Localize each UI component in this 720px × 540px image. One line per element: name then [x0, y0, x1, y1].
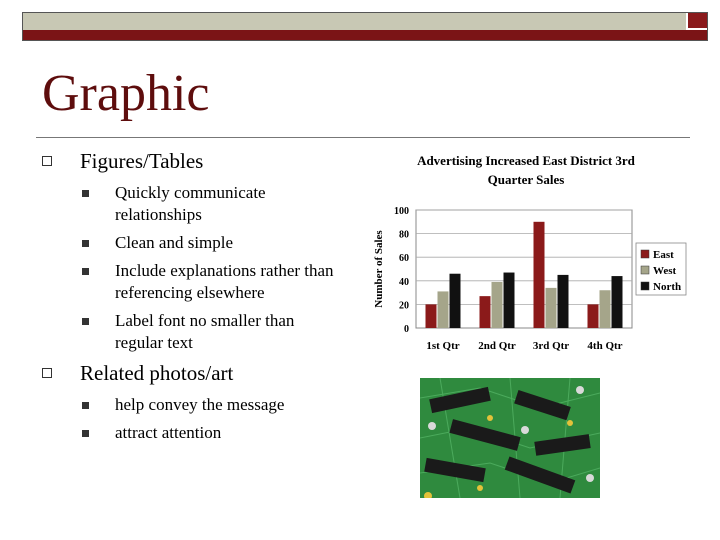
sub-bullet-text: Label font no smaller than regular text — [115, 311, 295, 352]
bar-east — [588, 304, 599, 328]
square-bullet-icon — [82, 430, 89, 437]
bullet-related-photos — [42, 360, 362, 386]
sub-bullet — [42, 232, 339, 254]
slide-title: Graphic — [42, 65, 210, 122]
legend-label: North — [653, 281, 682, 293]
sub-bullet-text: help convey the message — [115, 395, 285, 414]
sub-bullet — [42, 422, 339, 444]
square-bullet-icon — [82, 318, 89, 325]
bar-chart — [368, 150, 688, 360]
bar-west — [546, 288, 557, 328]
x-tick-label: 1st Qtr — [426, 340, 460, 352]
sub-bullet — [42, 182, 339, 226]
bar-north — [504, 273, 515, 328]
bar-north — [558, 275, 569, 328]
bar-east — [426, 304, 437, 328]
title-divider — [36, 137, 690, 138]
bar-east — [534, 222, 545, 328]
legend-label: West — [653, 265, 677, 277]
legend-swatch-north — [641, 282, 649, 290]
sub-bullet-text: Include explanations rather than referencing elsewhere — [115, 261, 334, 302]
sub-bullet — [42, 310, 339, 354]
bar-north — [612, 276, 623, 328]
sub-bullet — [42, 394, 339, 416]
hollow-square-bullet-icon — [42, 156, 52, 166]
bar-west — [438, 291, 449, 328]
square-bullet-icon — [82, 268, 89, 275]
sub-bullet-text: Quickly communicate relationships — [115, 183, 266, 224]
x-tick-label: 3rd Qtr — [532, 340, 570, 352]
y-tick-label: 0 — [404, 324, 409, 335]
legend-label: East — [653, 249, 674, 261]
y-tick-label: 20 — [399, 300, 409, 312]
y-tick-label: 40 — [399, 276, 409, 288]
hollow-square-bullet-icon — [42, 368, 52, 378]
y-tick-label: 100 — [394, 206, 409, 217]
legend-swatch-east — [641, 250, 649, 258]
legend-swatch-west — [641, 266, 649, 274]
square-bullet-icon — [82, 240, 89, 247]
bar-west — [492, 282, 503, 328]
bullet-list — [42, 148, 362, 450]
bullet-text: Figures/Tables — [80, 149, 204, 173]
bar-east — [480, 296, 491, 328]
x-tick-label: 2nd Qtr — [478, 340, 516, 352]
y-axis-label: Number of Sales — [373, 230, 385, 308]
x-tick-label: 4th Qtr — [587, 340, 623, 352]
y-tick-label: 80 — [399, 229, 409, 241]
sub-bullet — [42, 260, 339, 304]
chart-title-line-1: Advertising Increased East District 3rd — [417, 153, 635, 168]
sub-bullet-text: attract attention — [115, 423, 222, 442]
header-frame — [22, 12, 708, 41]
chart-title-line-2: Quarter Sales — [487, 172, 565, 187]
bullet-text: Related photos/art — [80, 361, 234, 385]
square-bullet-icon — [82, 402, 89, 409]
bullet-figures-tables — [42, 148, 362, 174]
bar-west — [600, 290, 611, 328]
circuit-board-photo — [420, 378, 600, 498]
sub-bullet-text: Clean and simple — [115, 233, 234, 252]
y-tick-label: 60 — [399, 253, 409, 265]
square-bullet-icon — [82, 190, 89, 197]
bar-north — [450, 274, 461, 328]
